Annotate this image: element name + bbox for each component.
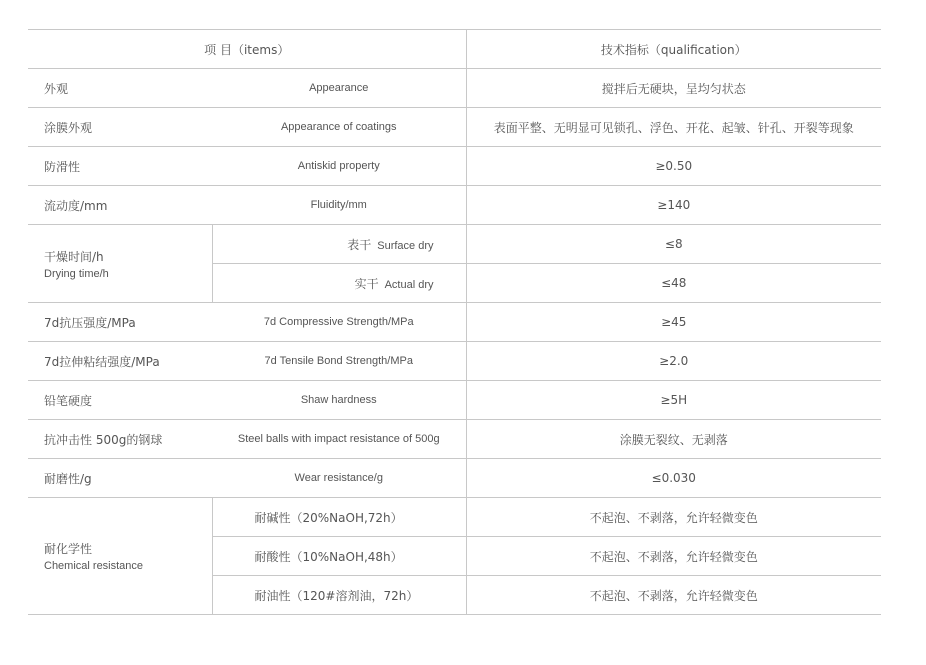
header-item: 项 目（items） bbox=[28, 30, 466, 69]
table-row bbox=[28, 420, 881, 459]
item-zh: 7d抗压强度/MPa bbox=[28, 303, 212, 342]
spec-table bbox=[28, 29, 881, 615]
chemical-sub-label: 耐油性（120#溶剂油，72h） bbox=[212, 576, 466, 615]
item-value: ≤0.030 bbox=[466, 459, 881, 498]
item-en: 7d Compressive Strength/MPa bbox=[212, 303, 466, 342]
item-value: ≥45 bbox=[466, 303, 881, 342]
item-value: ≥0.50 bbox=[466, 147, 881, 186]
item-value: 不起泡、不剥落，允许轻微变色 bbox=[466, 576, 881, 615]
item-zh: 7d拉伸粘结强度/MPa bbox=[28, 342, 212, 381]
table-row bbox=[28, 342, 881, 381]
table-row bbox=[28, 108, 881, 147]
drying-time-label bbox=[28, 225, 212, 303]
table-row bbox=[28, 498, 881, 537]
drying-sub-en: Actual dry bbox=[384, 278, 434, 291]
item-value: ≥5H bbox=[466, 381, 881, 420]
item-value: 搅拌后无硬块，呈均匀状态 bbox=[466, 69, 881, 108]
item-value: ≤48 bbox=[466, 264, 881, 303]
table-row bbox=[28, 459, 881, 498]
table-header-row bbox=[28, 30, 881, 69]
item-en: Appearance bbox=[212, 69, 466, 108]
item-zh: 耐磨性/g bbox=[28, 459, 212, 498]
table-row bbox=[28, 186, 881, 225]
drying-sub-en: Surface dry bbox=[377, 239, 434, 252]
item-en: Wear resistance/g bbox=[212, 459, 466, 498]
item-en: Appearance of coatings bbox=[212, 108, 466, 147]
item-zh: 抗冲击性 500g的钢球 bbox=[28, 420, 212, 459]
chemical-sub-label: 耐碱性（20%NaOH,72h） bbox=[212, 498, 466, 537]
item-en: Steel balls with impact resistance of 500g bbox=[212, 420, 466, 459]
table-row bbox=[28, 225, 881, 264]
item-zh: 流动度/mm bbox=[28, 186, 212, 225]
header-qualification: 技术指标（qualification） bbox=[466, 30, 881, 69]
chemical-resistance-en: Chemical resistance bbox=[44, 560, 144, 572]
chemical-resistance-zh: 耐化学性 bbox=[44, 542, 93, 556]
chemical-resistance-label bbox=[28, 498, 212, 615]
item-en: Shaw hardness bbox=[212, 381, 466, 420]
table-row bbox=[28, 147, 881, 186]
item-value: ≤8 bbox=[466, 225, 881, 264]
item-en: Antiskid property bbox=[212, 147, 466, 186]
item-en: Fluidity/mm bbox=[212, 186, 466, 225]
item-value: ≥140 bbox=[466, 186, 881, 225]
item-zh: 铅笔硬度 bbox=[28, 381, 212, 420]
item-en: 7d Tensile Bond Strength/MPa bbox=[212, 342, 466, 381]
item-zh: 涂膜外观 bbox=[28, 108, 212, 147]
drying-time-en: Drying time/h bbox=[44, 267, 109, 280]
chemical-sub-label: 耐酸性（10%NaOH,48h） bbox=[212, 537, 466, 576]
item-zh: 防滑性 bbox=[28, 147, 212, 186]
table-row bbox=[28, 69, 881, 108]
item-value: 不起泡、不剥落，允许轻微变色 bbox=[466, 537, 881, 576]
item-value: 表面平整、无明显可见锁孔、浮色、开花、起皱、针孔、开裂等现象 bbox=[466, 108, 881, 147]
drying-sub-label bbox=[212, 264, 466, 303]
table-row bbox=[28, 381, 881, 420]
item-value: 不起泡、不剥落，允许轻微变色 bbox=[466, 498, 881, 537]
item-zh: 外观 bbox=[28, 69, 212, 108]
table-row bbox=[28, 303, 881, 342]
drying-time-zh: 干燥时间/h bbox=[44, 249, 104, 264]
item-value: ≥2.0 bbox=[466, 342, 881, 381]
drying-sub-zh: 实干 bbox=[354, 276, 379, 291]
drying-sub-label bbox=[212, 225, 466, 264]
drying-sub-zh: 表干 bbox=[347, 237, 372, 252]
item-value: 涂膜无裂纹、无剥落 bbox=[466, 420, 881, 459]
